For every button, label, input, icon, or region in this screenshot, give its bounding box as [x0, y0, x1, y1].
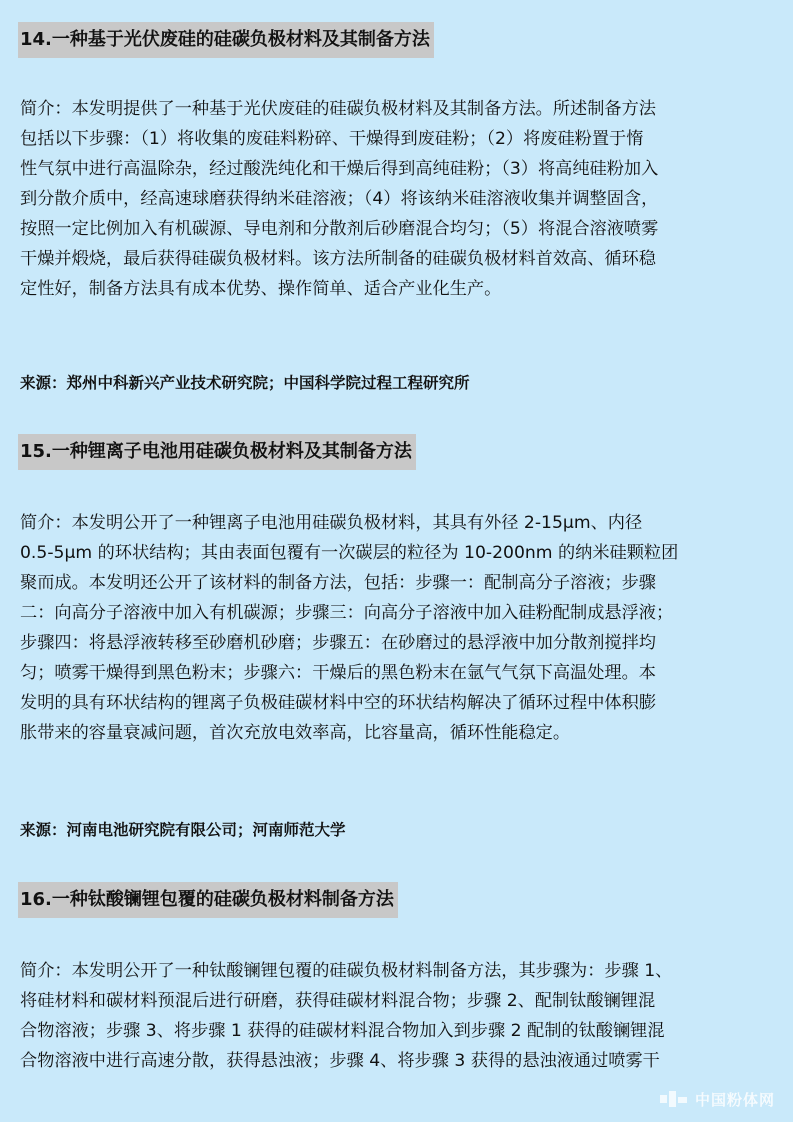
intro-line: 性气氛中进行高温除杂，经过酸洗纯化和干燥后得到高纯硅粉；（3）将高纯硅粉加入	[20, 159, 659, 179]
intro-line: 按照一定比例加入有机碳源、导电剂和分散剂后砂磨混合均匀；（5）将混合溶液喷雾	[20, 219, 659, 239]
intro-line: 定性好，制备方法具有成本优势、操作简单、适合产业化生产。	[20, 279, 502, 299]
intro-line: 胀带来的容量衰减问题，首次充放电效率高，比容量高，循环性能稳定。	[20, 723, 571, 743]
powder-logo-icon	[659, 1088, 689, 1110]
intro-line: 干燥并煅烧，最后获得硅碳负极材料。该方法所制备的硅碳负极材料首效高、循环稳	[20, 249, 656, 269]
intro-line: 0.5-5μm 的环状结构；其由表面包覆有一次碳层的粒径为 10-200nm 的纳米硅颗粒团	[20, 543, 679, 563]
intro-line: 二：向高分子溶液中加入有机碳源；步骤三：向高分子溶液中加入硅粉配制成悬浮液；	[20, 603, 674, 623]
intro-line: 发明的具有环状结构的锂离子负极硅碳材料中空的环状结构解决了循环过程中体积膨	[20, 693, 656, 713]
section-14-heading: 14.一种基于光伏废硅的硅碳负极材料及其制备方法	[18, 22, 434, 58]
intro-line: 步骤四：将悬浮液转移至砂磨机砂磨；步骤五：在砂磨过的悬浮液中加分散剂搅拌均	[20, 633, 656, 653]
intro-line: 简介：本发明公开了一种钛酸镧锂包覆的硅碳负极材料制备方法，其步骤为：步骤 1、	[20, 961, 673, 981]
watermark	[659, 1088, 775, 1110]
section-15-heading: 15.一种锂离子电池用硅碳负极材料及其制备方法	[18, 434, 416, 470]
intro-line: 聚而成。本发明还公开了该材料的制备方法，包括：步骤一：配制高分子溶液；步骤	[20, 573, 656, 593]
intro-line: 到分散介质中，经高速球磨获得纳米硅溶液；（4）将该纳米硅溶液收集并调整固含，	[20, 189, 659, 209]
section-15-intro	[20, 508, 792, 748]
intro-line: 简介：本发明公开了一种锂离子电池用硅碳负极材料，其具有外径 2-15μm、内径	[20, 513, 643, 533]
intro-line: 包括以下步骤：（1）将收集的废硅料粉碎、干燥得到废硅粉；（2）将废硅粉置于惰	[20, 129, 644, 149]
intro-line: 合物溶液中进行高速分散，获得悬浊液；步骤 4、将步骤 3 获得的悬浊液通过喷雾干	[20, 1051, 660, 1071]
section-16-heading: 16.一种钛酸镧锂包覆的硅碳负极材料制备方法	[18, 882, 398, 918]
intro-line: 匀；喷雾干燥得到黑色粉末；步骤六：干燥后的黑色粉末在氩气气氛下高温处理。本	[20, 663, 656, 683]
section-14-source: 来源：郑州中科新兴产业技术研究院；中国科学院过程工程研究所	[20, 374, 470, 392]
intro-line: 合物溶液；步骤 3、将步骤 1 获得的硅碳材料混合物加入到步骤 2 配制的钛酸镧锂混	[20, 1021, 665, 1041]
intro-line: 简介：本发明提供了一种基于光伏废硅的硅碳负极材料及其制备方法。所述制备方法	[20, 99, 656, 119]
section-15-source: 来源：河南电池研究院有限公司；河南师范大学	[20, 821, 346, 839]
section-14-intro	[20, 94, 792, 304]
section-16-intro	[20, 956, 792, 1076]
intro-line: 将硅材料和碳材料预混后进行研磨，获得硅碳材料混合物；步骤 2、配制钛酸镧锂混	[20, 991, 656, 1011]
watermark-text: 中国粉体网	[694, 1090, 775, 1109]
